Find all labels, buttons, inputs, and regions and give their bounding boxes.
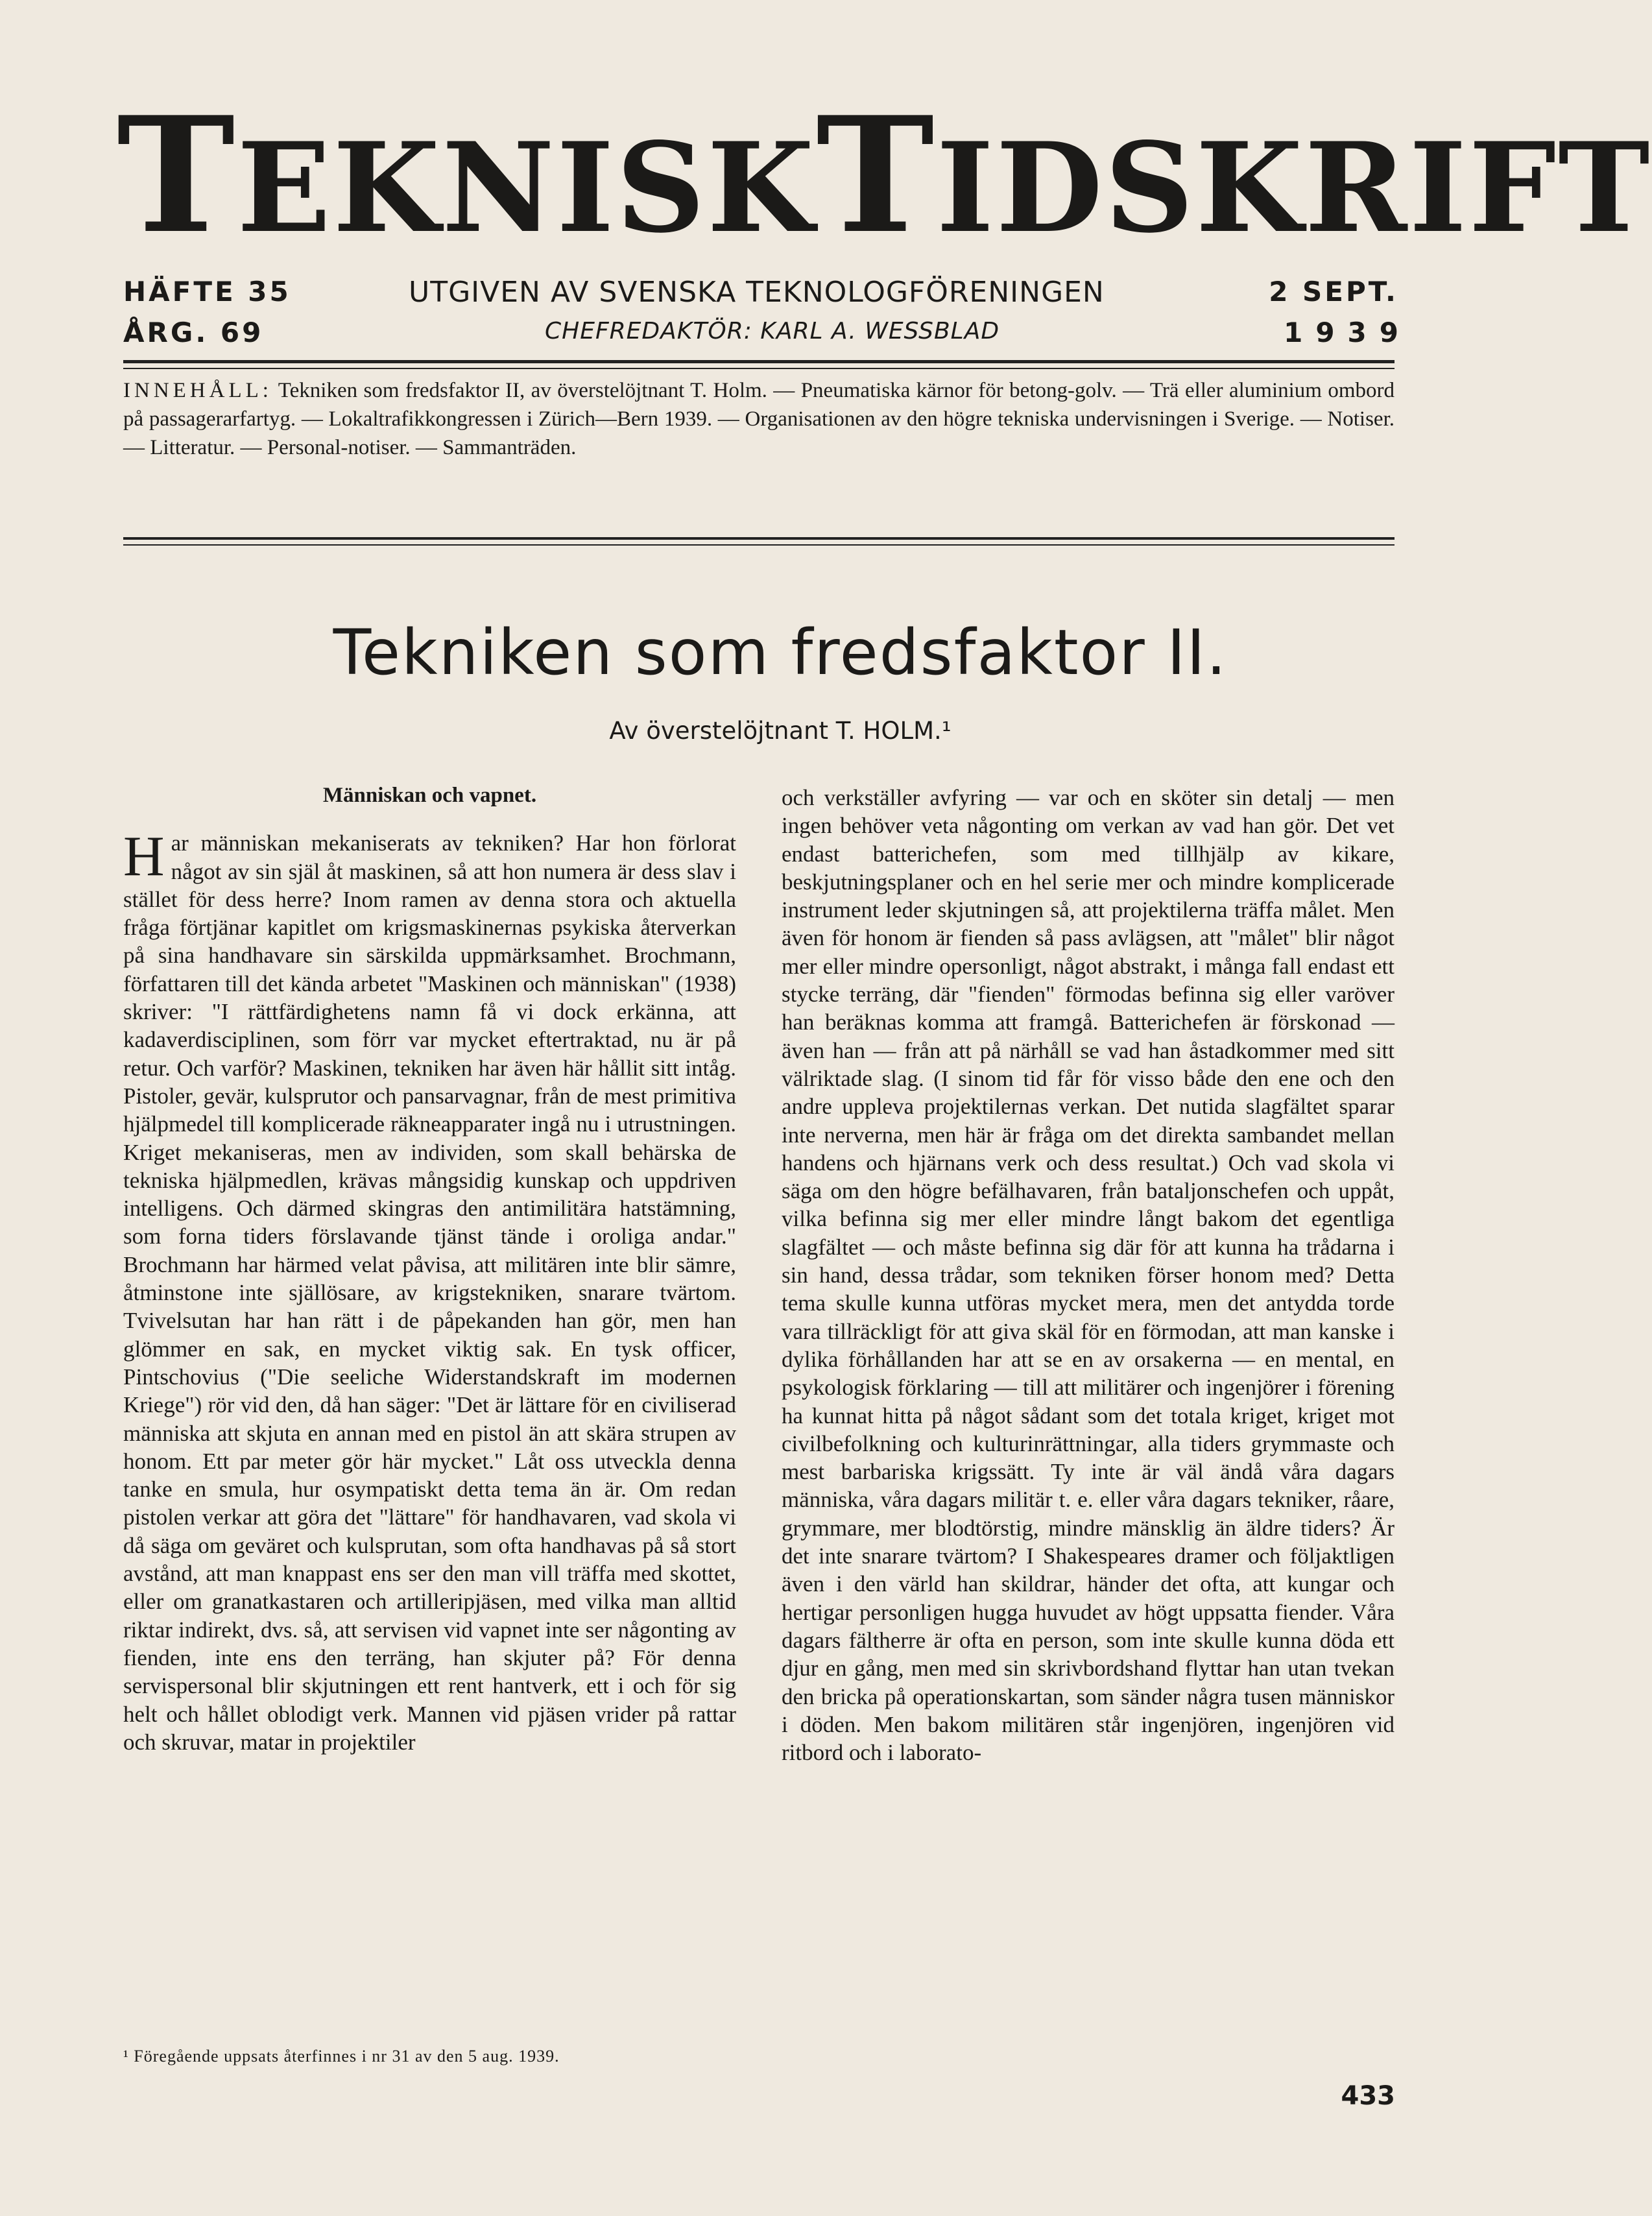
- header-rule-thin: [123, 368, 1395, 369]
- masthead-cap-2: T: [816, 82, 937, 269]
- table-of-contents: [123, 376, 1395, 462]
- issue-date: 2 SEPT.: [1269, 276, 1398, 307]
- masthead-cap-1: T: [117, 82, 237, 269]
- masthead-word-1: EKNISK: [237, 115, 817, 260]
- volume-year: ÅRG. 69: [123, 317, 264, 348]
- right-column-text: och verkställer avfyring — var och en sköter sin detalj — men ingen behöver veta någonting om verkan av vad han gör. Det vet endast batterichefen, som med tillhjälp av kikare, beskjutningsplaner och en hel serie mer och mindre komplicerade instrument leder skjutningen så, att projektilerna träffa målet. Men även för honom är fienden så pass avlägsen, att "målet" blir något mer eller mindre opersonligt, något abstrakt, i många fall endast ett stycke terräng, där "fienden" förmodas befinna sig eller varöver han beräknas komma att framgå. Batterichefen är förskonad — även han — från att på närhåll se vad han åstadkommer med sitt välriktade slag. (I sinom tid får för visso både den ene och den andre uppleva projektilernas verkan. Det nutida slagfältet sparar inte nerverna, men här är fråga om det direkta sambandet mellan handens och hjärnans verk och dess resultat.) Och vad skola vi säga om den högre befälhavaren, från bataljonschefen och uppåt, vilka befinna sig mer eller mindre långt bakom det egentliga slagfältet — och måste befinna sig där för att kunna ha trådarna i sin hand, dessa trådar, som tekniken förser honom med? Detta tema skulle kunna utföras mycket mera, men det antydda torde vara tillräckligt för att giva skäl för en förmodan, att man kanske i dylika förhållanden har att se en av orsakerna — en mental, en psykologisk förklaring — till att militärer och ingenjörer i förening ha kunnat hitta på något sådant som det totala kriget, kriget mot civilbefolkning och kulturinrättningar, alla tiders grymmaste och mest barbariska krigssätt. Ty inte är väl ändå våra dagars människa, våra dagars militär t. e. eller våra dagars tekniker, råare, grymmare, mer blodtörstig, mindre mänsklig än äldre tiders? Är det inte snarare tvärtom? I Shakespeares dramer och följaktligen även i den värld han skildrar, händer det ofta, att kungar och hertigar personligen hugga huvudet av högt uppsatta fiender. Våra dagars fältherre är ofta en person, som inte skulle kunna döda ett djur en gång, men med sin skrivbordshand flyttar han utan tvekan den bricka på operationskartan, som sänder några tusen människor i döden. Men bakom militären står ingenjören, ingenjören vid ritbord och i laborato-: [782, 785, 1395, 1766]
- issue-number: HÄFTE 35: [123, 276, 291, 307]
- issue-year: 1939: [1284, 317, 1411, 348]
- article-byline: Av överstelöjtnant T. HOLM.¹: [609, 717, 952, 745]
- contents-label: INNEHÅLL:: [123, 379, 272, 402]
- masthead-word-2: IDSKRIFT: [936, 115, 1652, 260]
- editor-line: CHEFREDAKTÖR: KARL A. WESSBLAD: [545, 318, 1000, 344]
- publisher-line: UTGIVEN AV SVENSKA TEKNOLOGFÖRENINGEN: [409, 276, 1105, 309]
- contents-rule-thin: [123, 544, 1395, 546]
- article-column-left: [123, 782, 736, 1756]
- article-column-right: [782, 784, 1395, 1766]
- page-number: 433: [1341, 2081, 1395, 2111]
- article-paragraph-left: [123, 825, 736, 1756]
- contents-text: Tekniken som fredsfaktor II, av överstelöjtnant T. Holm. — Pneumatiska kärnor för betong-golv. — Trä eller aluminium ombord på passagerarfartyg. — Lokaltrafikkongressen i Zürich—Bern 1939. — Organisationen av den högre tekniska undervisningen i Sverige. — Notiser. — Litteratur. — Personal-notiser. — Sammanträden.: [123, 379, 1395, 459]
- footnote: ¹ Föregående uppsats återfinnes i nr 31 av den 5 aug. 1939.: [123, 2047, 560, 2065]
- section-heading: Människan och vapnet.: [322, 784, 537, 807]
- header-rule-thick: [123, 360, 1395, 363]
- masthead-title: [117, 82, 1652, 269]
- article-title: Tekniken som fredsfaktor II.: [333, 616, 1228, 689]
- left-column-text: ar människan mekaniserats av tekniken? Har hon förlorat något av sin själ åt maskinen, så att hon numera är dess slav i stället för dess herre? Inom ramen av denna stora och aktuella fråga förtjänar kapitlet om krigsmaskinernas psykiska återverkan på sina handhavare sin särskilda uppmärksamhet. Brochmann, författaren till det kända arbetet "Maskinen och människan" (1938) skriver: "I rättfärdighetens namn få vi dock erkänna, att kadaverdisciplinen, som förr var mycket eftertraktad, nu är på retur. Och varför? Maskinen, tekniken har även här hållit sitt intåg. Pistoler, gevär, kulsprutor och pansarvagnar, från de mest primitiva hjälpmedel till komplicerade räkneapparater ingå nu i utrustningen. Kriget mekaniseras, men av individen, som skall behärska de tekniska hjälpmedlen, krävas mångsidig kunskap och uppdriven intelligens. Och därmed skingras den antimilitära hatstämning, som forna tiders förslavande tjänst tände i oroliga andar." Brochmann har härmed velat påvisa, att militären inte blir sämre, åtminstone inte själlösare, av krigstekniken, snarare tvärtom. Tvivelsutan har han rätt i de påpekanden han gör, men han glömmer en sak, en mycket viktig sak. En tysk officer, Pintschovius ("Die seeliche Widerstandskraft im modernen Kriege") rör vid den, då han säger: "Det är lättare för en civiliserad människa att skjuta en annan med en pistol än att skära strupen av honom. Ett par meter gör här mycket." Låt oss utveckla denna tanke en smula, hur osympatiskt detta tema än är. Om redan pistolen verkar att göra det "lättare" för handhavaren, vad skola vi då säga om geväret och kulsprutan, som ofta handhavas på så stort avstånd, att man knappast ens ser den man vill träffa med skottet, eller om granatkastaren och artilleripjäsen, med vilka man alltid riktar indirekt, dvs. så, att servisen vid vapnet inte ser någonting av fienden, inte ens den terräng, han skjuter på? För denna servispersonal blir skjutningen ett rent hantverk, ett i och för sig helt och hållet oblodigt verk. Mannen vid pjäsen vrider på rattar och skruvar, matar in projektiler: [123, 830, 736, 1755]
- contents-rule-thick: [123, 537, 1395, 540]
- drop-cap: H: [123, 825, 165, 889]
